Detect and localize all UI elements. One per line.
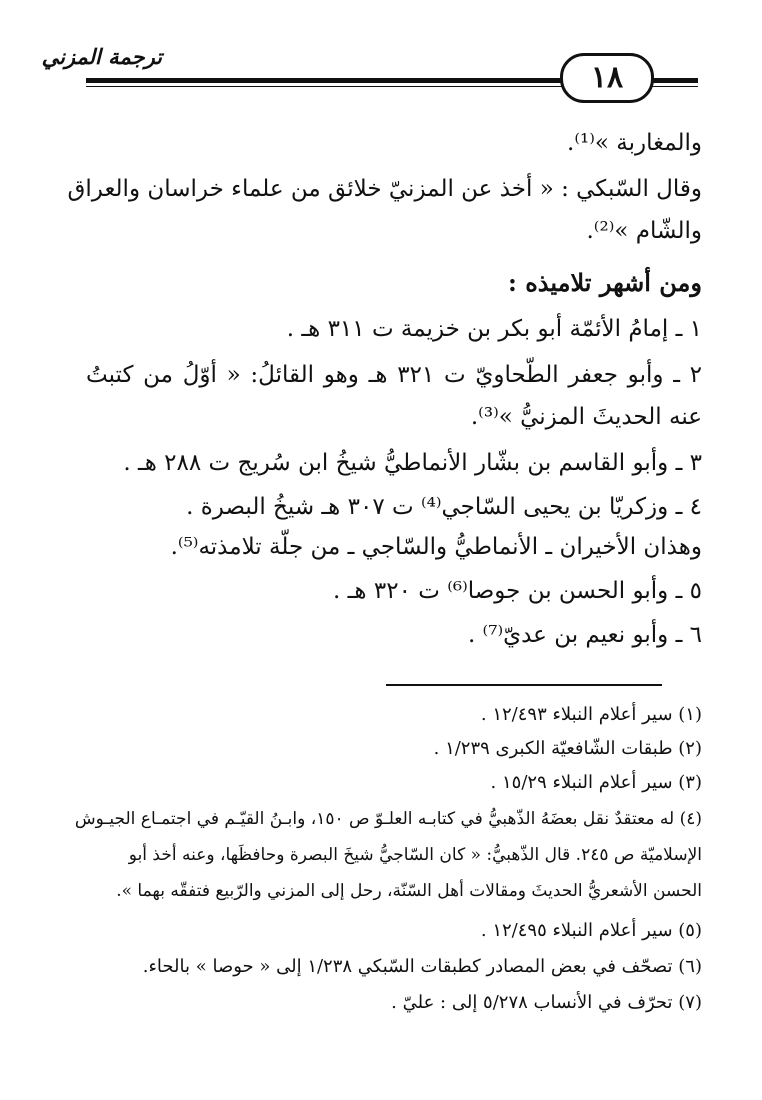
footnote-3: (٣) سير أعلام النبلاء ١٥/٢٩ . — [490, 772, 702, 793]
footnote-4-line-1: (٤) له معتقدٌ نقل بعضَهُ الذّهبيُّ في كتابـه العلـوّ ص ١٥٠، وابـنُ القيّـم في اجتمـاع الجيـوش — [74, 809, 702, 829]
footnote-4-line-2: الإسلاميّة ص ٢٤٥. قال الذّهبيُّ: « كان السّاجيُّ شيخَ البصرة وحافظَها، وعنه أخذ أبو — [128, 845, 702, 865]
footnote-7: (٧) تحرّف في الأنساب ٥/٢٧٨ إلى : عليّ . — [391, 992, 702, 1013]
footnote-4-line-3: الحسن الأشعريُّ الحديثَ ومقالات أهل السّنّة، رحل إلى المزني والرّبيع فتفقّه بهما ». — [116, 881, 702, 901]
section-heading: ومن أشهر تلاميذه : — [508, 268, 702, 297]
footnote-6: (٦) تصحّف في بعض المصادر كطبقات السّبكي ١/٢٣٨ إلى « حوصا » بالحاء. — [142, 956, 702, 977]
student-item-3: ٣ ـ وأبو القاسم بن بشّار الأنماطيُّ شيخُ ابن سُريج ت ٢٨٨ هـ . — [123, 450, 702, 476]
body-note-line: وهذان الأخيران ـ الأنماطيُّ والسّاجي ـ من جلّة تلامذته⁽⁵⁾. — [170, 534, 702, 560]
running-header-title: ترجمة المزني — [41, 44, 162, 69]
footnote-1: (١) سير أعلام النبلاء ١٢/٤٩٣ . — [480, 704, 702, 725]
footnote-2: (٢) طبقات الشّافعيّة الكبرى ١/٢٣٩ . — [433, 738, 702, 759]
student-item-6: ٦ ـ وأبو نعيم بن عديّ⁽⁷⁾ . — [467, 622, 702, 648]
student-item-1: ١ ـ إمامُ الأئمّة أبو بكر بن خزيمة ت ٣١١ هـ . — [286, 316, 702, 342]
student-item-2-cont: عنه الحديثَ المزنيُّ »⁽³⁾. — [470, 404, 702, 430]
student-item-5: ٥ ـ وأبو الحسن بن جوصا⁽⁶⁾ ت ٣٢٠ هـ . — [333, 578, 702, 604]
student-item-4: ٤ ـ وزكريّا بن يحيى السّاجي⁽⁴⁾ ت ٣٠٧ هـ شيخُ البصرة . — [186, 494, 702, 520]
footnote-separator — [386, 684, 662, 686]
footnote-5: (٥) سير أعلام النبلاء ١٢/٤٩٥ . — [480, 920, 702, 941]
body-line-2: وقال السّبكي : « أخذ عن المزنيّ خلائق من علماء خراسان والعراق — [67, 176, 702, 202]
body-line-3: والشّام »⁽²⁾. — [586, 218, 702, 244]
student-item-2: ٢ ـ وأبو جعفر الطّحاويّ ت ٣٢١ هـ وهو القائلُ: « أوّلُ من كتبتُ — [86, 362, 703, 388]
body-line-1: والمغاربة »⁽¹⁾. — [567, 130, 702, 156]
page-number: ١٨ — [560, 53, 654, 103]
